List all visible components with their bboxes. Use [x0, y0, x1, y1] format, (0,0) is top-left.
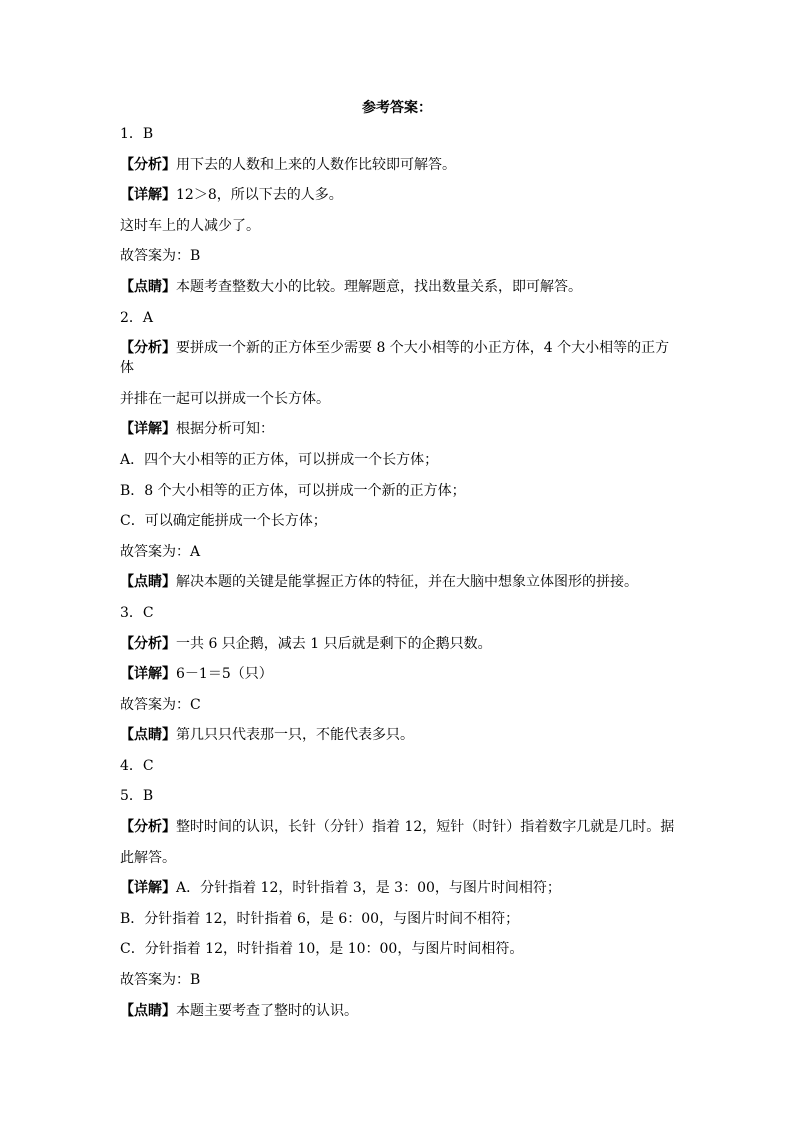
- answer-line: [120, 542, 680, 562]
- line-text: 整时时间的认识，长针（分针）指着 12，短针（时针）指着数字几就是几时。据: [176, 819, 675, 836]
- answer-line: [120, 909, 680, 929]
- answer-line: [120, 277, 680, 297]
- line-text: 故答案为：B: [120, 972, 201, 989]
- line-text: C．分针指着 12，时针指着 10，是 10：00，与图片时间相符。: [120, 941, 524, 958]
- section-tag: 【分析】: [120, 156, 176, 173]
- section-tag: 【点睛】: [120, 1002, 176, 1019]
- answer-line: [120, 338, 680, 409]
- answer-line: [120, 308, 680, 328]
- section-tag: 【详解】: [120, 666, 176, 683]
- section-tag: 【详解】: [120, 880, 176, 897]
- line-text: B．8 个大小相等的正方体，可以拼成一个新的正方体；: [120, 482, 466, 499]
- line-text: B．分针指着 12，时针指着 6，是 6：00，与图片时间不相符；: [120, 910, 520, 927]
- answer-line: [120, 756, 680, 776]
- line-text: 本题主要考查了整时的认识。: [176, 1002, 358, 1019]
- page-title: 参考答案：: [362, 100, 432, 116]
- answer-line: [120, 419, 680, 439]
- line-text: 故答案为：B: [120, 248, 201, 265]
- line-text: 要拼成一个新的正方体至少需要 8 个大小相等的小正方体，4 个大小相等的正方体: [120, 340, 670, 377]
- answer-line: [120, 155, 680, 175]
- line-segment: 并排在一起可以拼成一个长方体。: [120, 390, 330, 407]
- answer-line: [120, 817, 680, 868]
- answer-line: [120, 725, 680, 745]
- line-text: 故答案为：A: [120, 543, 201, 560]
- answer-line: [120, 695, 680, 715]
- line-text: 解决本题的关键是能掌握正方体的特征，并在大脑中想象立体图形的拼接。: [176, 574, 638, 591]
- line-segment: [120, 817, 680, 837]
- line-text: 2．A: [120, 309, 154, 326]
- answer-line: [120, 634, 680, 654]
- section-tag: 【点睛】: [120, 574, 176, 591]
- answer-line: [120, 664, 680, 684]
- line-text: 5．B: [120, 788, 154, 805]
- line-text: 12＞8，所以下去的人多。: [176, 187, 343, 204]
- section-tag: 【分析】: [120, 819, 176, 836]
- answer-line: [120, 572, 680, 592]
- answer-line: [120, 970, 680, 990]
- line-text: 这时车上的人减少了。: [120, 217, 260, 234]
- section-tag: 【分析】: [120, 340, 176, 357]
- section-tag: 【详解】: [120, 421, 176, 438]
- answer-line: [120, 603, 680, 623]
- answer-line: [120, 786, 680, 806]
- line-text: 一共 6 只企鹅，减去 1 只后就是剩下的企鹅只数。: [176, 635, 492, 652]
- answer-line: [120, 246, 680, 266]
- answer-line: [120, 124, 680, 144]
- answer-line: [120, 878, 680, 898]
- line-text: 6－1＝5（只）: [176, 666, 273, 683]
- line-text: 4．C: [120, 757, 154, 774]
- line-text: 3．C: [120, 604, 154, 621]
- section-tag: 【点睛】: [120, 278, 176, 295]
- line-segment: [120, 338, 680, 378]
- section-tag: 【分析】: [120, 635, 176, 652]
- line-text: A．四个大小相等的正方体，可以拼成一个长方体；: [120, 451, 439, 468]
- answer-line: [120, 216, 680, 236]
- line-segment: 此解答。: [120, 849, 176, 866]
- answer-line: [120, 1001, 680, 1021]
- line-text: 本题考查整数大小的比较。理解题意，找出数量关系，即可解答。: [176, 278, 582, 295]
- line-text: A．分针指着 12，时针指着 3，是 3：00，与图片时间相符；: [176, 880, 561, 897]
- line-text: 用下去的人数和上来的人数作比较即可解答。: [176, 156, 456, 173]
- answer-line: [120, 939, 680, 959]
- line-text: C．可以确定能拼成一个长方体；: [120, 513, 327, 530]
- line-text: 1．B: [120, 126, 154, 142]
- answer-content: [120, 124, 680, 1031]
- section-tag: 【详解】: [120, 187, 176, 204]
- answer-line: [120, 450, 680, 470]
- line-text: 第几只只代表那一只，不能代表多只。: [176, 727, 414, 744]
- answer-line: [120, 185, 680, 205]
- answer-line: [120, 481, 680, 501]
- answer-line: [120, 511, 680, 531]
- section-tag: 【点睛】: [120, 727, 176, 744]
- line-text: 故答案为：C: [120, 696, 201, 713]
- line-text: 根据分析可知：: [176, 421, 274, 438]
